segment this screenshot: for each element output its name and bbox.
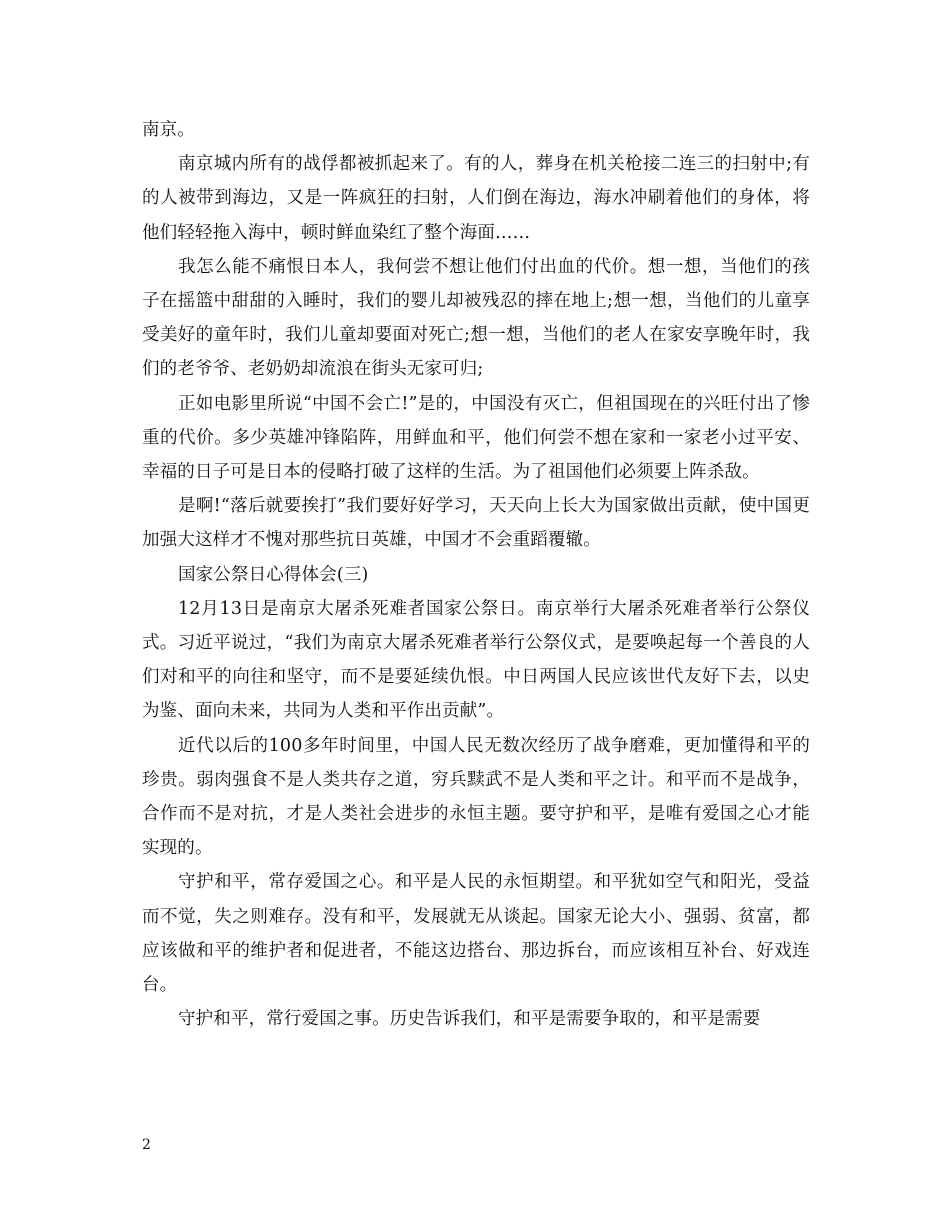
- paragraph-4: 正如电影里所说“中国不会亡!”是的，中国没有灭亡，但祖国现在的兴旺付出了惨重的代价。多少英雄冲锋陷阵，用鲜血和平，他们何尝不想在家和一家老小过平安、幸福的日子可是日本的侵略打破了这样的生活。为了祖国他们必须要上阵杀敌。: [142, 393, 810, 483]
- document-body: [142, 113, 810, 1036]
- section-heading: 国家公祭日心得体会(三): [178, 564, 369, 585]
- paragraph-10: 守护和平，常行爱国之事。历史告诉我们，和平是需要争取的，和平是需要: [178, 1009, 761, 1030]
- paragraph-3: 我怎么能不痛恨日本人，我何尝不想让他们付出血的代价。想一想，当他们的孩子在摇篮中甜甜的入睡时，我们的婴儿却被残忍的摔在地上;想一想，当他们的儿童享受美好的童年时，我们儿童却要面对死亡;想一想，当他们的老人在家安享晚年时，我们的老爷爷、老奶奶却流浪在街头无家可归;: [142, 256, 810, 380]
- paragraph-2: 南京城内所有的战俘都被抓起来了。有的人，葬身在机关枪接二连三的扫射中;有的人被带到海边，又是一阵疯狂的扫射，人们倒在海边，海水冲刷着他们的身体，将他们轻轻拖入海中，顿时鲜血染红了整个海面……: [142, 154, 810, 243]
- paragraph-1: 南京。: [142, 120, 195, 140]
- paragraph-8: 近代以后的100多年时间里，中国人民无数次经历了战争磨难，更加懂得和平的珍贵。弱肉强食不是人类共存之道，穷兵黩武不是人类和平之计。和平而不是战争，合作而不是对抗，才是人类社会进步的永恒主题。要守护和平，是唯有爱国之心才能实现的。: [142, 735, 810, 859]
- paragraph-7: 12月13日是南京大屠杀死难者国家公祭日。南京举行大屠杀死难者举行公祭仪式。习近平说过，“我们为南京大屠杀死难者举行公祭仪式，是要唤起每一个善良的人们对和平的向往和坚守，而不是要延续仇恨。中日两国人民应该世代友好下去，以史为鉴、面向未来，共同为人类和平作出贡献”。: [142, 598, 810, 722]
- paragraph-9: 守护和平，常存爱国之心。和平是人民的永恒期望。和平犹如空气和阳光，受益而不觉，失之则难存。没有和平，发展就无从谈起。国家无论大小、强弱、贫富，都应该做和平的维护者和促进者，不能这边搭台、那边拆台，而应该相互补台、好戏连台。: [142, 872, 810, 996]
- page-number: 2: [142, 1137, 151, 1153]
- paragraph-5: 是啊!“落后就要挨打”我们要好好学习，天天向上长大为国家做出贡献，使中国更加强大这样才不愧对那些抗日英雄，中国才不会重蹈覆辙。: [142, 496, 810, 551]
